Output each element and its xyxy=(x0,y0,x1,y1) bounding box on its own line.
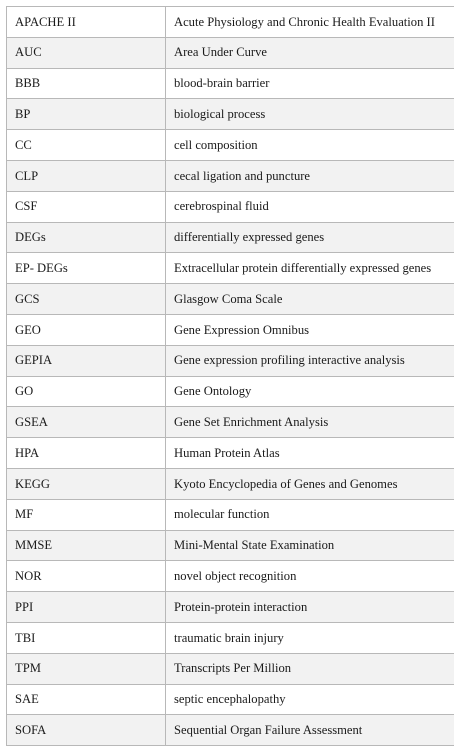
definition-cell: molecular function xyxy=(166,499,454,530)
definition-cell: Area Under Curve xyxy=(166,37,454,68)
table-row xyxy=(7,653,454,684)
table-row xyxy=(7,468,454,499)
abbreviation-cell: GSEA xyxy=(7,407,166,438)
definition-cell: Protein-protein interaction xyxy=(166,592,454,623)
abbreviations-table-body xyxy=(7,7,454,746)
table-row xyxy=(7,684,454,715)
abbreviation-cell: GEPIA xyxy=(7,345,166,376)
table-row xyxy=(7,438,454,469)
abbreviation-cell: HPA xyxy=(7,438,166,469)
definition-cell: Kyoto Encyclopedia of Genes and Genomes xyxy=(166,468,454,499)
abbreviation-cell: GCS xyxy=(7,284,166,315)
table-row xyxy=(7,37,454,68)
abbreviation-cell: CSF xyxy=(7,191,166,222)
abbreviation-cell: TPM xyxy=(7,653,166,684)
definition-cell: Sequential Organ Failure Assessment xyxy=(166,715,454,746)
table-row xyxy=(7,592,454,623)
abbreviation-cell: NOR xyxy=(7,561,166,592)
table-row xyxy=(7,715,454,746)
table-row xyxy=(7,99,454,130)
abbreviation-cell: MF xyxy=(7,499,166,530)
table-row xyxy=(7,561,454,592)
definition-cell: Human Protein Atlas xyxy=(166,438,454,469)
definition-cell: biological process xyxy=(166,99,454,130)
definition-cell: Gene Ontology xyxy=(166,376,454,407)
table-row xyxy=(7,130,454,161)
definition-cell: differentially expressed genes xyxy=(166,222,454,253)
table-row xyxy=(7,7,454,38)
definition-cell: cell composition xyxy=(166,130,454,161)
definition-cell: Extracellular protein differentially expressed genes xyxy=(166,253,454,284)
abbreviation-cell: CLP xyxy=(7,160,166,191)
table-row xyxy=(7,68,454,99)
abbreviation-cell: SOFA xyxy=(7,715,166,746)
abbreviation-cell: BBB xyxy=(7,68,166,99)
definition-cell: septic encephalopathy xyxy=(166,684,454,715)
table-row xyxy=(7,345,454,376)
abbreviation-cell: PPI xyxy=(7,592,166,623)
table-row xyxy=(7,622,454,653)
abbreviation-cell: DEGs xyxy=(7,222,166,253)
table-row xyxy=(7,284,454,315)
abbreviation-cell: SAE xyxy=(7,684,166,715)
abbreviation-cell: BP xyxy=(7,99,166,130)
table-row xyxy=(7,407,454,438)
abbreviation-cell: APACHE II xyxy=(7,7,166,38)
definition-cell: Acute Physiology and Chronic Health Evaluation II xyxy=(166,7,454,38)
abbreviation-cell: KEGG xyxy=(7,468,166,499)
abbreviations-table xyxy=(6,6,454,746)
definition-cell: cerebrospinal fluid xyxy=(166,191,454,222)
definition-cell: Gene expression profiling interactive analysis xyxy=(166,345,454,376)
table-row xyxy=(7,314,454,345)
definition-cell: traumatic brain injury xyxy=(166,622,454,653)
definition-cell: blood-brain barrier xyxy=(166,68,454,99)
definition-cell: Gene Set Enrichment Analysis xyxy=(166,407,454,438)
abbreviation-cell: TBI xyxy=(7,622,166,653)
abbreviation-cell: MMSE xyxy=(7,530,166,561)
abbreviation-cell: GEO xyxy=(7,314,166,345)
table-row xyxy=(7,160,454,191)
abbreviation-cell: EP- DEGs xyxy=(7,253,166,284)
definition-cell: Gene Expression Omnibus xyxy=(166,314,454,345)
table-row xyxy=(7,499,454,530)
table-row xyxy=(7,222,454,253)
definition-cell: Transcripts Per Million xyxy=(166,653,454,684)
abbreviation-cell: CC xyxy=(7,130,166,161)
definition-cell: cecal ligation and puncture xyxy=(166,160,454,191)
table-row xyxy=(7,191,454,222)
definition-cell: Mini-Mental State Examination xyxy=(166,530,454,561)
abbreviation-cell: GO xyxy=(7,376,166,407)
abbreviation-cell: AUC xyxy=(7,37,166,68)
table-row xyxy=(7,376,454,407)
definition-cell: Glasgow Coma Scale xyxy=(166,284,454,315)
table-row xyxy=(7,253,454,284)
table-row xyxy=(7,530,454,561)
definition-cell: novel object recognition xyxy=(166,561,454,592)
